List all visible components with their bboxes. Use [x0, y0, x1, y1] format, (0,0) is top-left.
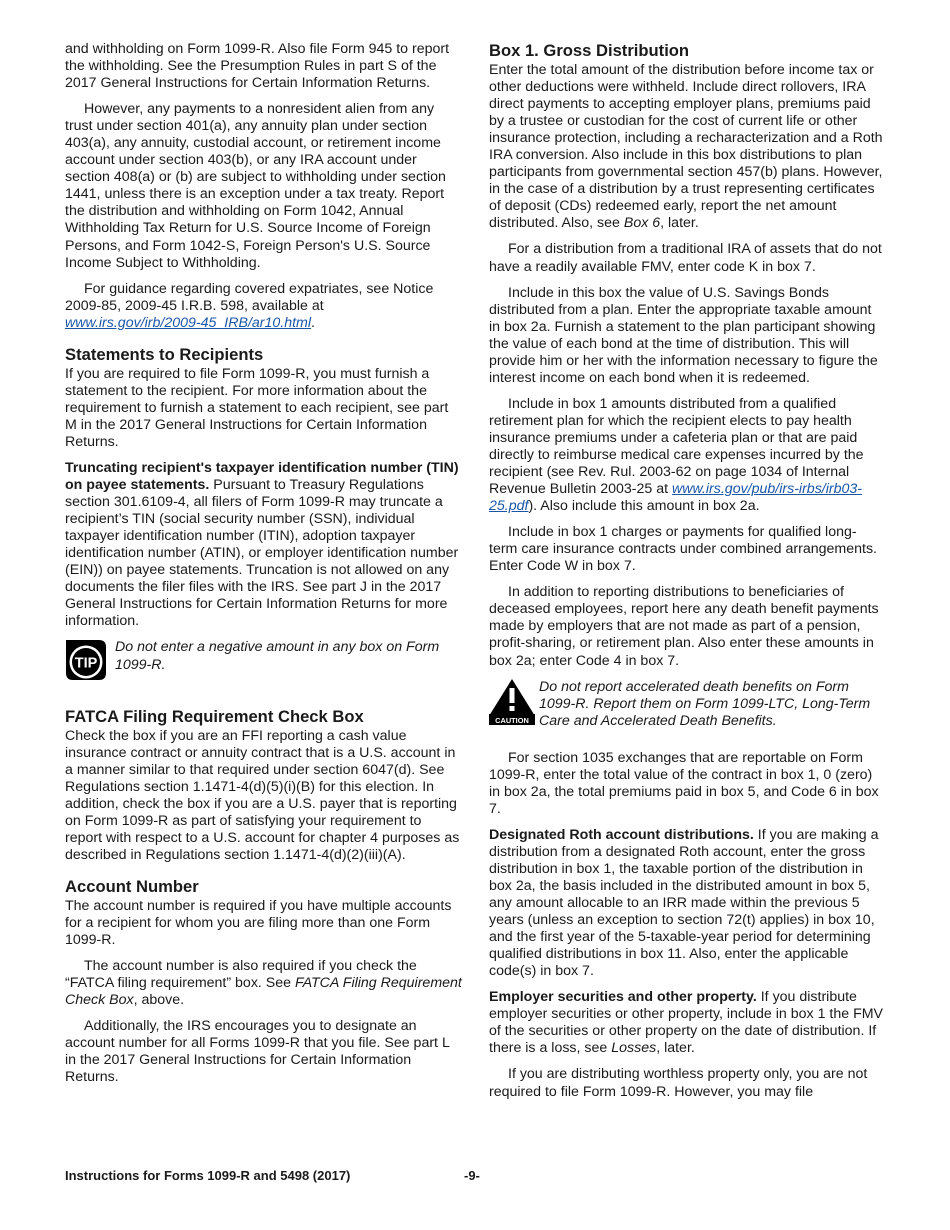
irs-notice-link[interactable]: www.irs.gov/irb/2009-45_IRB/ar10.html [65, 314, 312, 331]
paragraph: For section 1035 exchanges that are reportable on Form 1099-R, enter the total value of the contract in box 1, 0 (zero) in box 2a, the total premiums paid in box 5, and Code 6 in box 7. [489, 749, 879, 817]
paragraph-text: , above. [133, 992, 185, 1009]
paragraph-text: For guidance regarding covered expatriates, see Notice 2009-85, 2009-45 I.R.B. 598, available at [65, 280, 434, 314]
caution-text: Do not report accelerated death benefits on Form 1099-R. Report them on Form 1099-LTC, Long-Term Care and Accelerated Death Benefits. [539, 678, 871, 729]
run-in-heading: Truncating recipient's taxpayer identification number (TIN) on payee statements. [65, 459, 459, 494]
tip-note [65, 639, 462, 686]
cross-reference: Box 6 [623, 215, 661, 232]
irs-bulletin-link[interactable]: www.irs.gov/pub/irs-irbs/irb03-25.pdf [489, 481, 863, 515]
cross-reference: FATCA Filing Requirement Check Box [65, 975, 462, 1009]
paragraph: If you are distributing worthless property only, you are not required to file Form 1099-R. However, you may file [489, 1066, 868, 1100]
paragraph-text: If you are making a distribution from a designated Roth account, enter the gross distribution in box 1, the taxable portion of the distribution in box 2a, the basis included in the distributed amount in box 5, any amount allocable to an IRR made within the previous 5 years (unless an exception to section 72(t) applies) in box 10, and the first year of the 5-taxable-year period for determining qualified distributions in box 11. Also, enter the applicable code(s) in box 7. [489, 826, 879, 980]
paragraph-text: Include in box 1 amounts distributed from a qualified retirement plan for which the recipient elects to pay health insurance premiums under a cafeteria plan or that are paid directly to reimburse medical care expenses incurred by the recipient (see Rev. Rul. 2003-62 on page 1034 of Internal Revenue Bulletin 2003-25 at [489, 395, 864, 498]
right-column [489, 41, 884, 1110]
caution-icon [489, 679, 539, 730]
paragraph: Check the box if you are an FFI reporting a cash value insurance contract or annuity contract that is a U.S. account in a manner similar to that required under section 6047(d). See Regulations section 1.1471-4(d)(5)(i)(B) for this election. In addition, check the box if you are a U.S. payer that is reporting on Form 1099-R as part of satisfying your requirement to report with respect to a U.S. account for chapter 4 purposes as described in Regulations section 1.1471-4(d)(2)(iii)(A). [65, 727, 460, 863]
paragraph: However, any payments to a nonresident alien from any trust under section 401(a), any annuity plan under section 403(a), any annuity, custodial account, or retirement income account under section 403(b), or any IRA account under section 408(a) or (b) are subject to withholding under section 1441, unless there is an exception under a tax treaty. Report the distribution and withholding on Form 1042, Annual Withholding Tax Return for U.S. Source Income of Foreign Persons, and Form 1042-S, Foreign Person's U.S. Source Income Subject to Withholding. [65, 101, 446, 271]
paragraph [489, 62, 884, 232]
paragraph [65, 281, 462, 332]
paragraph: Include in this box the value of U.S. Savings Bonds distributed from a plan. Enter the appropriate taxable amount in box 2a. Furnish a statement to the plan participant showing the value of each bond at the time of distribution. This will provide him or her with the information necessary to figure the interest income on each bond when it is redeemed. [489, 284, 878, 386]
section-heading-fatca: FATCA Filing Requirement Check Box [65, 706, 364, 726]
paragraph: The account number is required if you have multiple accounts for a recipient for whom you are filing more than one Form 1099-R. [65, 897, 452, 948]
run-in-heading: Designated Roth account distributions. [489, 826, 754, 843]
paragraph [489, 827, 884, 980]
paragraph: Additionally, the IRS encourages you to designate an account number for all Forms 1099-R that you file. See part L in the 2017 General Instructions for Certain Information Returns. [65, 1018, 450, 1086]
paragraph: In addition to reporting distributions to beneficiaries of deceased employees, report here any death benefit payments made by employers that are not made as part of a pension, profit-sharing, or retirement plan. Also enter these amounts in box 2a; enter Code 4 in box 7. [489, 584, 879, 669]
paragraph: Include in box 1 charges or payments for qualified long-term care insurance contracts under combined arrangements. Enter Code W in box 7. [489, 524, 877, 575]
paragraph: and withholding on Form 1099-R. Also file Form 945 to report the withholding. See the Presumption Rules in part S of the 2017 General Instructions for Certain Information Returns. [65, 41, 450, 92]
paragraph [489, 396, 884, 515]
paragraph-text: The account number is also required if you check the “FATCA filing requirement” box. See [65, 958, 417, 992]
run-in-heading: Employer securities and other property. [489, 989, 757, 1006]
paragraph: For a distribution from a traditional IRA of assets that do not have a readily available FMV, enter code K in box 7. [489, 241, 882, 275]
paragraph [489, 989, 884, 1057]
paragraph-text: , later. [656, 1040, 695, 1057]
paragraph [65, 460, 462, 630]
footer-title: Instructions for Forms 1099-R and 5498 (2017) [65, 1168, 351, 1183]
paragraph-text: If you distribute employer securities or other property, include in box 1 the FMV of the securities or other property on the date of distribution. If there is a loss, see [489, 989, 884, 1057]
caution-note [489, 679, 884, 730]
caution-label: CAUTION [495, 715, 529, 725]
tip-label: TIP [74, 655, 98, 672]
page-number: -9- [464, 1168, 480, 1183]
paragraph-text: Pursuant to Treasury Regulations section 301.6109-4, all filers of Form 1099-R may truncate a recipient’s TIN (social security number (SSN), individual taxpayer identification number (ITIN), adoption taxpayer identification number (ATIN), or employer identification number (EIN)) on payee statements. Truncation is not allowed on any documents the filer files with the IRS. See part J in the 2017 General Instructions for Certain Information Returns for more information. [65, 477, 459, 630]
left-column [65, 41, 462, 1095]
cross-reference: Losses [611, 1040, 657, 1057]
section-heading-account-number: Account Number [65, 876, 199, 896]
punctuation: . [311, 314, 315, 331]
tip-icon [65, 639, 115, 686]
paragraph-text: ). Also include this amount in box 2a. [528, 498, 760, 515]
tip-text: Do not enter a negative amount in any box on Form 1099-R. [115, 639, 440, 673]
paragraph-text: Enter the total amount of the distribution before income tax or other deductions were withheld. Include direct rollovers, IRA direct payments to accepting employer plans, premiums paid by a trustee or custodian for the cost of current life or other insurance protection, including a recharacterization and a Roth IRA conversion. Also include in this box distributions to plan participants from governmental section 457(b) plans. However, in the case of a distribution by a trust representing certificates of deposit (CDs) redeemed early, report the net amount distributed. Also, see [489, 62, 883, 232]
section-heading-statements: Statements to Recipients [65, 344, 264, 364]
paragraph [65, 958, 462, 1009]
paragraph-text: , later. [660, 215, 699, 232]
section-heading-box1: Box 1. Gross Distribution [489, 41, 690, 60]
page-footer [65, 1168, 885, 1183]
paragraph: If you are required to file Form 1099-R, you must furnish a statement to the recipient. For more information about the requirement to furnish a statement to each recipient, see part M in the 2017 General Instructions for Certain Information Returns. [65, 365, 449, 450]
